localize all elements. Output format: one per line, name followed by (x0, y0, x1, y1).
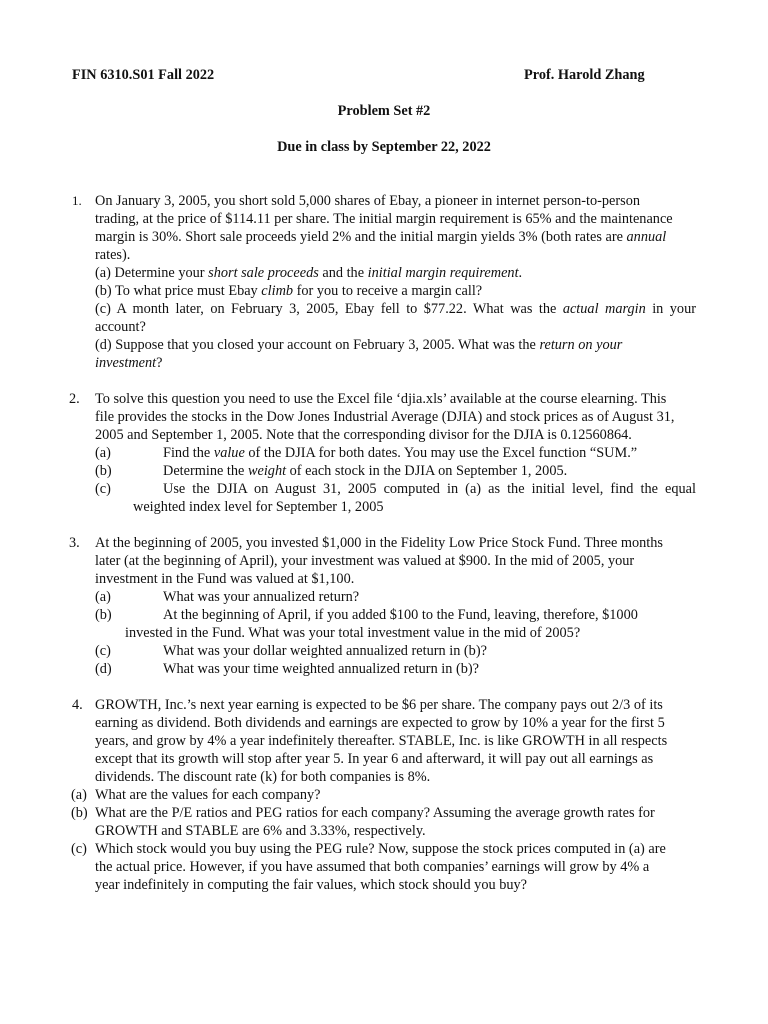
question-number: 1. (72, 193, 82, 208)
sub-question-a: What are the values for each company? (95, 787, 321, 803)
sub-question-b-cont: GROWTH and STABLE are 6% and 3.33%, respectively. (95, 823, 426, 839)
question-text-line: To solve this question you need to use the Excel file ‘djia.xls’ available at the course elearning. This (95, 391, 667, 407)
sub-question-d-cont: investment? (95, 355, 163, 371)
sub-question-label: (b) (71, 805, 88, 821)
sub-question-b: At the beginning of April, if you added $100 to the Fund, leaving, therefore, $1000 (163, 607, 638, 623)
question-text-line: investment in the Fund was valued at $1,100. (95, 571, 355, 587)
question-text-line: except that its growth will stop after year 5. In year 6 and afterward, it will pay out all earnings as (95, 751, 654, 767)
sub-question-label: (b) (95, 607, 112, 623)
question-text-line: dividends. The discount rate (k) for both companies is 8%. (95, 769, 431, 785)
sub-question-b-cont: invested in the Fund. What was your total investment value in the mid of 2005? (125, 625, 581, 641)
sub-question-c: Use the DJIA on August 31, 2005 computed in (a) as the initial level, find the equal (163, 481, 696, 497)
sub-question-c-cont: the actual price. However, if you have assumed that both companies’ earnings will grow by 4% a (95, 859, 650, 875)
sub-question-label: (a) (95, 445, 111, 461)
question-number: 4. (72, 697, 83, 713)
sub-question-b: What are the P/E ratios and PEG ratios for each company? Assuming the average growth rates for (95, 805, 655, 821)
question-text-line: later (at the beginning of April), your investment was valued at $900. In the mid of 2005, your (95, 553, 635, 569)
sub-question-b: (b) To what price must Ebay climb for you to receive a margin call? (95, 283, 483, 299)
sub-question-c: What was your dollar weighted annualized return in (b)? (163, 643, 487, 659)
sub-question-c: (c) A month later, on February 3, 2005, Ebay fell to $77.22. What was the actual margin in your (95, 301, 696, 317)
question-text-line: margin is 30%. Short sale proceeds yield 2% and the initial margin yields 3% (both rates are annual (95, 229, 667, 245)
sub-question-c: Which stock would you buy using the PEG rule? Now, suppose the stock prices computed in (a) are (95, 841, 666, 857)
sub-question-b: Determine the weight of each stock in the DJIA on September 1, 2005. (163, 463, 568, 479)
question-text-line: file provides the stocks in the Dow Jones Industrial Average (DJIA) and stock prices as of August 31, (95, 409, 675, 425)
sub-question-label: (c) (95, 481, 111, 497)
question-text-line: earning as dividend. Both dividends and earnings are expected to grow by 10% a year for the first 5 (95, 715, 665, 731)
professor-name: Prof. Harold Zhang (524, 67, 645, 83)
question-text-line: On January 3, 2005, you short sold 5,000 shares of Ebay, a pioneer in internet person-to-person (95, 193, 641, 209)
question-text-line: trading, at the price of $114.11 per share. The initial margin requirement is 65% and the maintenance (95, 211, 673, 227)
due-date: Due in class by September 22, 2022 (277, 139, 491, 155)
problem-set-title: Problem Set #2 (337, 103, 431, 119)
course-title: FIN 6310.S01 Fall 2022 (72, 67, 215, 83)
sub-question-label: (a) (71, 787, 87, 803)
sub-question-c-cont: account? (95, 319, 146, 335)
sub-question-c-cont: weighted index level for September 1, 2005 (133, 499, 384, 515)
sub-question-label: (d) (95, 661, 112, 677)
sub-question-d: (d) Suppose that you closed your account on February 3, 2005. What was the return on your (95, 337, 623, 353)
sub-question-label: (c) (71, 841, 87, 857)
question-text-line: At the beginning of 2005, you invested $1,000 in the Fidelity Low Price Stock Fund. Three months (95, 535, 663, 551)
sub-question-c-cont: year indefinitely in computing the fair values, which stock should you buy? (95, 877, 527, 893)
sub-question-d: What was your time weighted annualized return in (b)? (163, 661, 480, 677)
sub-question-a: Find the value of the DJIA for both dates. You may use the Excel function “SUM.” (163, 445, 638, 461)
question-number: 3. (69, 535, 80, 551)
question-text-line: 2005 and September 1, 2005. Note that the corresponding divisor for the DJIA is 0.12560864. (95, 427, 632, 443)
question-number: 2. (69, 391, 80, 407)
question-text-line: rates). (95, 247, 131, 263)
sub-question-a: What was your annualized return? (163, 589, 360, 605)
sub-question-label: (c) (95, 643, 111, 659)
sub-question-label: (b) (95, 463, 112, 479)
question-text-line: years, and grow by 4% a year indefinitely thereafter. STABLE, Inc. is like GROWTH in all respects (95, 733, 668, 749)
sub-question-label: (a) (95, 589, 111, 605)
question-text-line: GROWTH, Inc.’s next year earning is expected to be $6 per share. The company pays out 2/3 of its (95, 697, 663, 713)
sub-question-a: (a) Determine your short sale proceeds and the initial margin requirement. (95, 265, 523, 281)
